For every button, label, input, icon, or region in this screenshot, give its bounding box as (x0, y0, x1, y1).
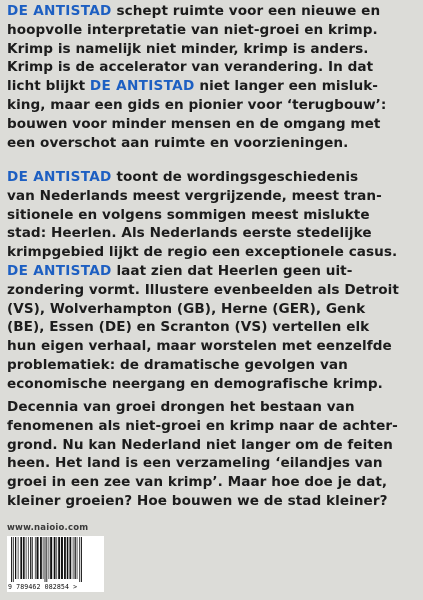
text-line (7, 2, 421, 21)
text-line (7, 21, 421, 40)
paragraph-growth (7, 398, 421, 511)
text-line (7, 492, 421, 511)
line-text: groei in een zee van krimp’. Maar hoe doe je dat, (7, 474, 388, 491)
barcode-bar (18, 537, 19, 579)
text-line (7, 262, 421, 281)
barcode-bar (13, 537, 14, 582)
paragraph-intro (7, 2, 421, 152)
text-line (7, 58, 421, 77)
barcode-bar (37, 537, 39, 579)
line-text: grond. Nu kan Nederland niet langer om de feiten (7, 436, 393, 453)
line-text: stad: Heerlen. Als Nederlands eerste stedelijke (7, 225, 372, 242)
line-text: laat zien dat Heerlen geen uit- (111, 262, 353, 279)
barcode-bar (67, 537, 69, 579)
text-line (7, 337, 421, 356)
barcode-bar (77, 537, 78, 579)
text-line (7, 134, 421, 153)
barcode-bar (49, 537, 50, 579)
text-line (7, 206, 421, 225)
barcode-bar (56, 537, 57, 579)
barcode-bar (58, 537, 60, 579)
line-text: sitionele en volgens sommigen meest mislukte (7, 206, 370, 223)
barcode-bar (11, 537, 12, 582)
brand-name: DE ANTISTAD (7, 169, 112, 185)
text-line (7, 436, 421, 455)
text-line (7, 243, 421, 262)
barcode-bar (20, 537, 22, 579)
line-text: fenomenen als niet-groei en krimp naar de achter- (7, 417, 398, 434)
line-text: schept ruimte voor een nieuwe en (111, 3, 381, 19)
line-text: kleiner groeien? Hoe bouwen we de stad kleiner? (7, 492, 388, 509)
isbn-barcode (7, 536, 104, 598)
line-text: economische neergang en demografische krimp. (7, 375, 383, 392)
publisher-url: www.naioio.com (7, 523, 89, 533)
text-line (7, 115, 421, 134)
text-line (7, 96, 421, 115)
barcode-bar (23, 537, 25, 579)
barcode-bar (64, 537, 66, 579)
line-text: (BE), Essen (DE) en Scranton (VS) vertellen elk (7, 319, 370, 336)
text-line (7, 356, 421, 375)
line-text: heen. Het land is een verzameling ‘eilandjes van (7, 455, 383, 472)
paragraph-history (7, 168, 421, 394)
barcode-bar (43, 537, 44, 579)
text-line (7, 168, 421, 187)
line-text: hun eigen verhaal, maar worstelen met eenzelfde (7, 338, 392, 355)
text-line (7, 473, 421, 492)
line-text: Decennia van groei drongen het bestaan van (7, 399, 355, 415)
line-text: licht blijkt (7, 78, 90, 95)
line-text: van Nederlands meest vergrijzende, meest tran- (7, 187, 382, 204)
barcode-bar (81, 537, 82, 582)
line-text: niet langer een misluk- (194, 78, 378, 95)
barcode-bar (54, 537, 56, 579)
barcode-bar (75, 537, 76, 579)
line-text: krimpgebied lijkt de regio een exceptionele casus. (7, 244, 398, 261)
barcode-bar (32, 537, 33, 579)
barcode-bar (79, 537, 80, 582)
line-text: zondering vormt. Illustere evenbeelden als Detroit (7, 281, 399, 298)
line-text: hoopvolle interpretatie van niet-groei en krimp. (7, 21, 378, 38)
line-text: een overschot aan ruimte en voorzieningen. (7, 134, 349, 151)
line-text: Krimp is de accelerator van verandering. In dat (7, 59, 374, 76)
text-line (7, 398, 421, 417)
barcode-bar (50, 537, 52, 579)
line-text: bouwen voor minder mensen en de omgang met (7, 115, 381, 132)
barcode-bar (35, 537, 36, 579)
barcode-bar (28, 537, 29, 579)
barcode-bar (61, 537, 63, 579)
barcode-bars (7, 536, 104, 582)
barcode-bar (73, 537, 74, 579)
barcode-bar (30, 537, 31, 579)
text-line (7, 318, 421, 337)
text-line (7, 77, 421, 96)
text-line (7, 224, 421, 243)
barcode-bar (69, 537, 71, 579)
line-text: problematiek: de dramatische gevolgen van (7, 356, 348, 373)
barcode-bar (26, 537, 27, 579)
text-line (7, 300, 421, 319)
barcode-bar (46, 537, 47, 582)
line-text: toont de wordingsgeschiedenis (111, 169, 359, 185)
text-line (7, 454, 421, 473)
barcode-digits: 9 789462 082854 > (7, 582, 104, 592)
text-line (7, 281, 421, 300)
brand-name: DE ANTISTAD (89, 78, 195, 95)
brand-name: DE ANTISTAD (7, 3, 112, 19)
line-text: king, maar een gids en pionier voor ‘terugbouw’: (7, 96, 387, 113)
text-line (7, 40, 421, 59)
text-line (7, 417, 421, 436)
barcode-bar (15, 537, 16, 579)
text-line (7, 187, 421, 206)
line-text: (VS), Wolverhampton (GB), Herne (GER), Genk (7, 300, 366, 317)
brand-name: DE ANTISTAD (7, 262, 112, 279)
line-text: Krimp is namelijk niet minder, krimp is anders. (7, 40, 369, 57)
barcode-bar (45, 537, 46, 582)
text-line (7, 375, 421, 394)
barcode-bar (40, 537, 42, 579)
